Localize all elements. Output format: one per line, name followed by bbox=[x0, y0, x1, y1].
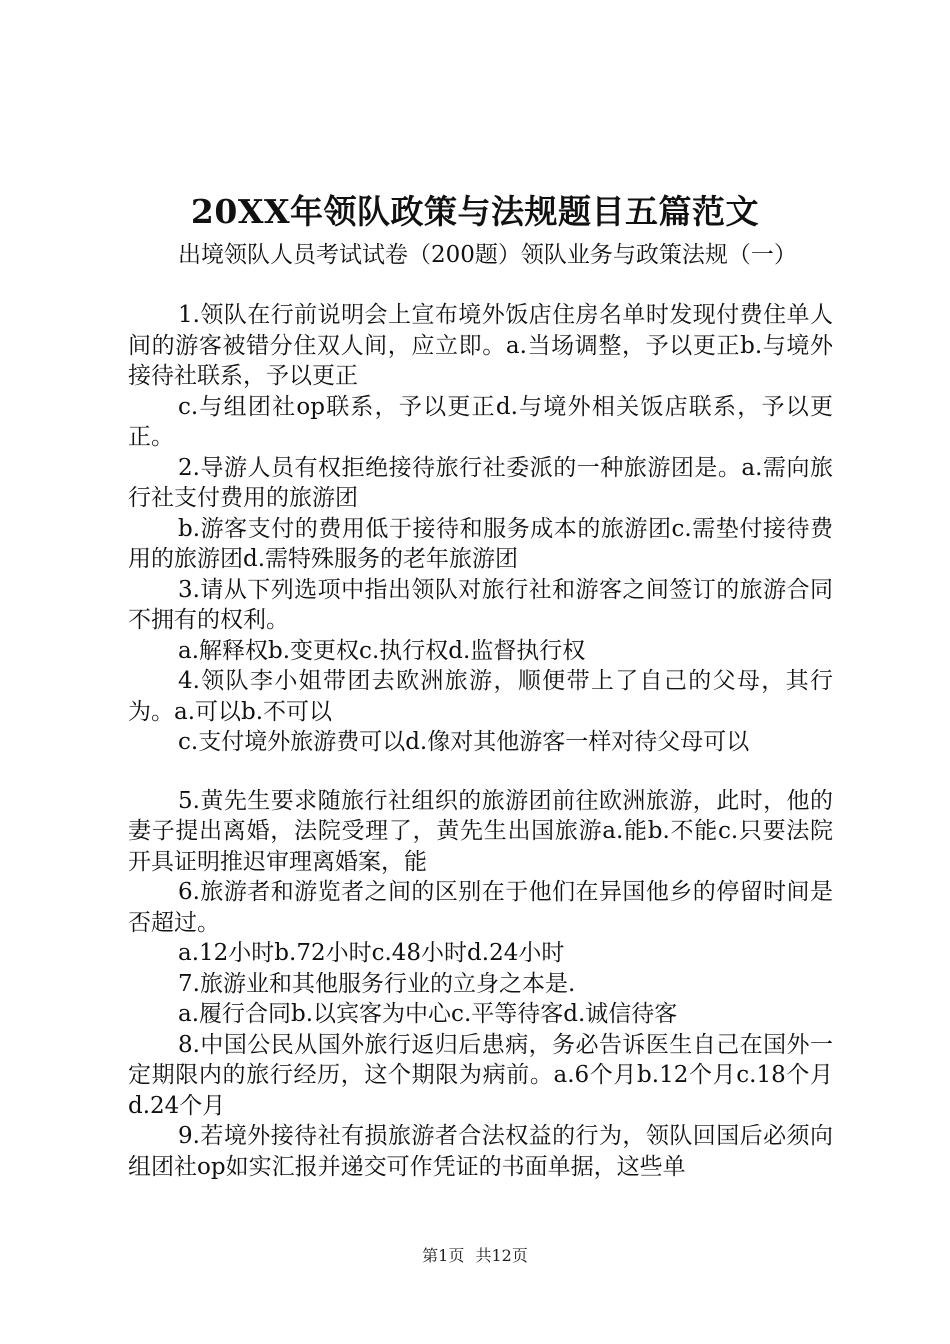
page-number: 第1页 bbox=[422, 1246, 465, 1265]
document-body bbox=[128, 300, 833, 1182]
paragraph-11: a.12小时b.72小时c.48小时d.24小时 bbox=[178, 940, 565, 966]
paragraph-1: 1.领队在行前说明会上宣布境外饭店住房名单时发现付费住单人间的游客被错分住双人间，应立即。a.当场调整，予以更正b.与境外接待社联系，予以更正 bbox=[128, 302, 833, 389]
paragraph-4: b.游客支付的费用低于接待和服务成本的旅游团c.需垫付接待费用的旅游团d.需特殊服务的老年旅游团 bbox=[128, 515, 833, 572]
document-title: 20XX年领队政策与法规题目五篇范文 bbox=[190, 192, 760, 231]
paragraph-3: 2.导游人员有权拒绝接待旅行社委派的一种旅游团是。a.需向旅行社支付费用的旅游团 bbox=[128, 454, 833, 511]
paragraph-9: 5.黄先生要求随旅行社组织的旅游团前往欧洲旅游，此时，他的妻子提出离婚，法院受理了，黄先生出国旅游a.能b.不能c.只要法院开具证明推迟审理离婚案，能 bbox=[128, 787, 833, 875]
paragraph-7: 4.领队李小姐带团去欧洲旅游，顺便带上了自己的父母，其行为。a.可以b.不可以 bbox=[128, 668, 833, 725]
paragraph-5: 3.请从下列选项中指出领队对旅行社和游客之间签订的旅游合同不拥有的权利。 bbox=[128, 576, 833, 633]
paragraph-12: 7.旅游业和其他服务行业的立身之本是. bbox=[178, 970, 576, 997]
paragraph-2: c.与组团社op联系，予以更正d.与境外相关饭店联系，予以更正。 bbox=[128, 393, 833, 450]
paragraph-8: c.支付境外旅游费可以d.像对其他游客一样对待父母可以 bbox=[178, 729, 750, 755]
paragraph-6: a.解释权b.变更权c.执行权d.监督执行权 bbox=[178, 637, 586, 664]
paragraph-10: 6.旅游者和游览者之间的区别在于他们在异国他乡的停留时间是否超过。 bbox=[128, 879, 833, 936]
page-total: 共12页 bbox=[475, 1246, 528, 1265]
paragraph-14: 8.中国公民从国外旅行返归后患病，务必告诉医生自己在国外一定期限内的旅行经历，这个期限为病前。a.6个月b.12个月c.18个月d.24个月 bbox=[128, 1031, 833, 1119]
page-footer bbox=[0, 1243, 950, 1266]
document-subtitle: 出境领队人员考试试卷（200题）领队业务与政策法规（一） bbox=[178, 242, 797, 268]
paragraph-15: 9.若境外接待社有损旅游者合法权益的行为，领队回国后必须向组团社op如实汇报并递交可作凭证的书面单据，这些单 bbox=[128, 1123, 833, 1180]
paragraph-13: a.履行合同b.以宾客为中心c.平等待客d.诚信待客 bbox=[178, 1001, 678, 1027]
